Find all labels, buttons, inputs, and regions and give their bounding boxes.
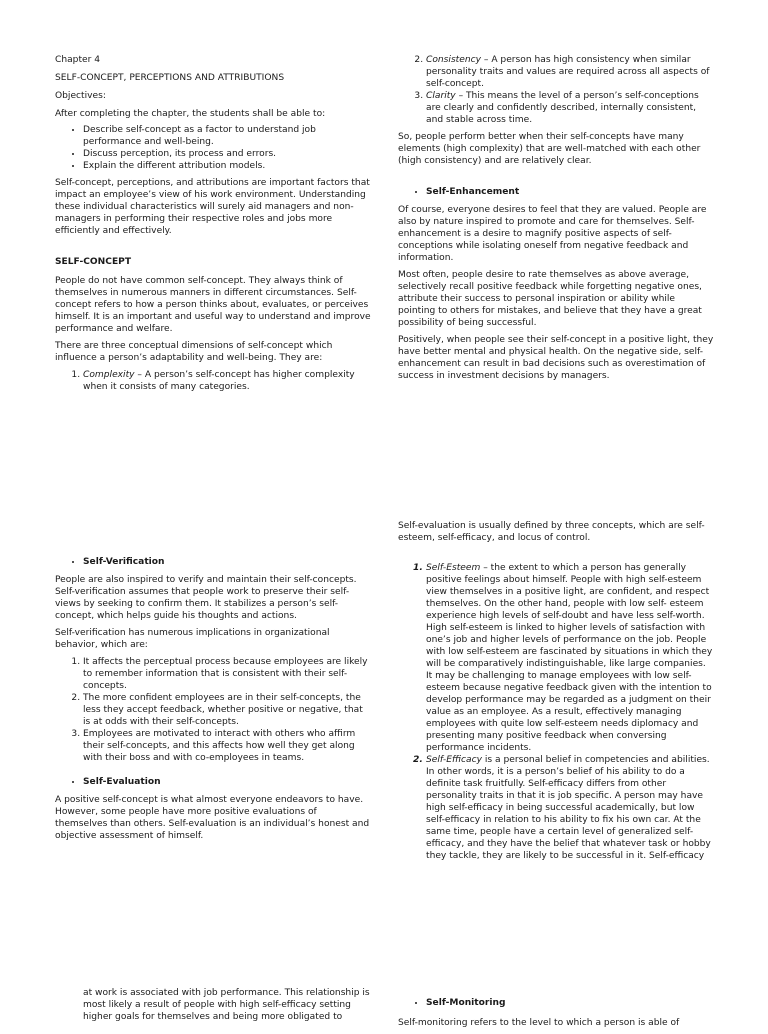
- objectives-list: [55, 124, 371, 172]
- heading-self-enhancement: Self-Enhancement: [426, 187, 520, 197]
- right-column-top: [398, 54, 714, 387]
- concept-text: is a personal belief in competencies and abilities. In other words, it is a person’s belief of his ability to do a definite task fruitfully. Self-efficacy differs from other personality traits in that it is job specific. A person may have high self-efficacy in being successful academically, but low self-efficacy in relation to his ability to fix his own car. At the same time, people have a certain level of generalized self-efficacy, and they have the belief that whatever task or hobby they tackle, they are likely to be successful in it. Self-efficacy: [426, 755, 711, 861]
- dimension-item: [426, 90, 714, 126]
- evaluation-paragraph: A positive self-concept is what almost everyone endeavors to have. However, some people have more positive evaluations of themselves than others. Self-evaluation is an individual’s honest and objective assessment of himself.: [55, 795, 370, 841]
- heading-self-evaluation: Self-Evaluation: [83, 777, 161, 787]
- heading-self-verification: Self-Verification: [83, 557, 165, 567]
- objective-item: • Discuss perception, its process and errors.: [83, 148, 371, 160]
- concept-term: Self-Esteem: [426, 563, 481, 573]
- objective-item: • Explain the different attribution models.: [83, 160, 371, 172]
- concept-item-self-esteem: [426, 562, 714, 754]
- verification-paragraph-1: People are also inspired to verify and maintain their self-concepts. Self-verification assumes that people work to preserve their self-views by seeking to confirm them. It stabilizes a person’s self-concept, which helps guide his thoughts and actions.: [55, 575, 357, 621]
- enhancement-paragraph-1: Of course, everyone desires to feel that they are valued. People are also by nature inspired to promote and care for themselves. Self-enhancement is a desire to magnify positive aspects of self-conceptions while isolating oneself from negative feedback and information.: [398, 205, 707, 263]
- objectives-label: Objectives:: [55, 91, 106, 101]
- dimension-item: [83, 369, 371, 393]
- dimension-term: Consistency: [426, 55, 481, 65]
- efficacy-continuation: at work is associated with job performance. This relationship is most likely a result of people with high self-efficacy setting higher goals for themselves and being more obligated to: [83, 988, 370, 1022]
- monitoring-paragraph: Self-monitoring refers to the level to which a person is able of: [398, 1018, 680, 1028]
- implication-item: 1. It affects the perceptual process because employees are likely to remember information that is consistent with their self-concepts.: [83, 656, 371, 692]
- heading-self-monitoring: Self-Monitoring: [426, 998, 506, 1008]
- right-column-bottom: [398, 997, 714, 1034]
- dimension-item: [426, 54, 714, 90]
- dimensions-list-continued: [398, 54, 714, 126]
- verification-paragraph-2: Self-verification has numerous implications in organizational behavior, which are:: [55, 628, 330, 650]
- objectives-intro: After completing the chapter, the students shall be able to:: [55, 109, 326, 119]
- dimension-text: – A person’s self-concept has higher complexity when it consists of many categories.: [83, 370, 355, 392]
- section-heading-self-concept: SELF-CONCEPT: [55, 257, 132, 267]
- chapter-label: Chapter 4: [55, 55, 101, 65]
- evaluation-concepts-intro: Self-evaluation is usually defined by three concepts, which are self-esteem, self-efficacy, and locus of control.: [398, 521, 705, 543]
- concept-term: Self-Efficacy: [426, 755, 483, 765]
- implication-item: 3. Employees are motivated to interact with others who affirm their self-concepts, and this affects how well they get along with their boss and with co-employees in teams.: [83, 728, 371, 764]
- right-column-middle: [398, 520, 714, 867]
- dimensions-intro-paragraph: There are three conceptual dimensions of self-concept which influence a person’s adaptability and well-being. They are:: [55, 341, 333, 363]
- dimensions-summary: So, people perform better when their self-concepts have many elements (high complexity) that are well-matched with each other (high consistency) and are relatively clear.: [398, 132, 701, 166]
- dimension-text: – This means the level of a person’s self-conceptions are clearly and confidently described, internally consistent, and stable across time.: [426, 91, 699, 125]
- enhancement-paragraph-3: Positively, when people see their self-concept in a positive light, they have better mental and physical health. On the negative side, self-enhancement can result in bad decisions such as overestimation of success in investment decisions by managers.: [398, 335, 714, 381]
- concept-item-self-efficacy: [426, 754, 714, 862]
- dimension-text: – A person has high consistency when similar personality traits and values are required across all aspects of self-concept.: [426, 55, 710, 89]
- objective-item: • Describe self-concept as a factor to understand job performance and well-being.: [83, 124, 371, 148]
- concept-text: – the extent to which a person has generally positive feelings about himself. People with high self-esteem view themselves in a positive light, are confident, and respect themselves. On the other hand, people with low self- esteem experience high levels of self-doubt and have less self-worth. High self-esteem is linked to higher levels of satisfaction with one’s job and higher levels of performance on the job. People with low self-esteem are fascinated by situations in which they will be comparatively indistinguishable, like large companies. It may be challenging to manage employees with low self-esteem because negative feedback given with the intention to develop performance may be regarded as a judgment on their value as an employee. As a result, effectively managing employees with quite low self-esteem needs diplomacy and presenting many positive feedback when conversing performance incidents.: [426, 563, 713, 753]
- dimension-term: Complexity: [83, 370, 135, 380]
- dimension-term: Clarity: [426, 91, 456, 101]
- left-column-middle: [55, 556, 371, 847]
- verification-implications-list: [55, 656, 371, 764]
- enhancement-paragraph-2: Most often, people desire to rate themselves as above average, selectively recall positive feedback while forgetting negative ones, attribute their success to personal inspiration or ability while pointing to others for mistakes, and believe that they have a great possibility of being successful.: [398, 270, 702, 328]
- left-column-bottom: [83, 987, 373, 1028]
- intro-paragraph: Self-concept, perceptions, and attributions are important factors that impact an employee’s view of his work environment. Understanding these individual characteristics will surely aid managers and non-managers in performing their respective roles and jobs more efficiently and effectively.: [55, 178, 370, 236]
- left-column-top: [55, 54, 371, 398]
- evaluation-concepts-list: [398, 562, 714, 862]
- dimensions-list: [55, 369, 371, 393]
- implication-item: 2. The more confident employees are in their self-concepts, the less they accept feedback, whether positive or negative, that is at odds with their self-concepts.: [83, 692, 371, 728]
- self-concept-paragraph: People do not have common self-concept. They always think of themselves in numerous manners in different circumstances. Self-concept refers to how a person thinks about, evaluates, or perceives himself. It is an important and useful way to understand and improve performance and welfare.: [55, 276, 371, 334]
- chapter-title: SELF-CONCEPT, PERCEPTIONS AND ATTRIBUTIONS: [55, 73, 285, 83]
